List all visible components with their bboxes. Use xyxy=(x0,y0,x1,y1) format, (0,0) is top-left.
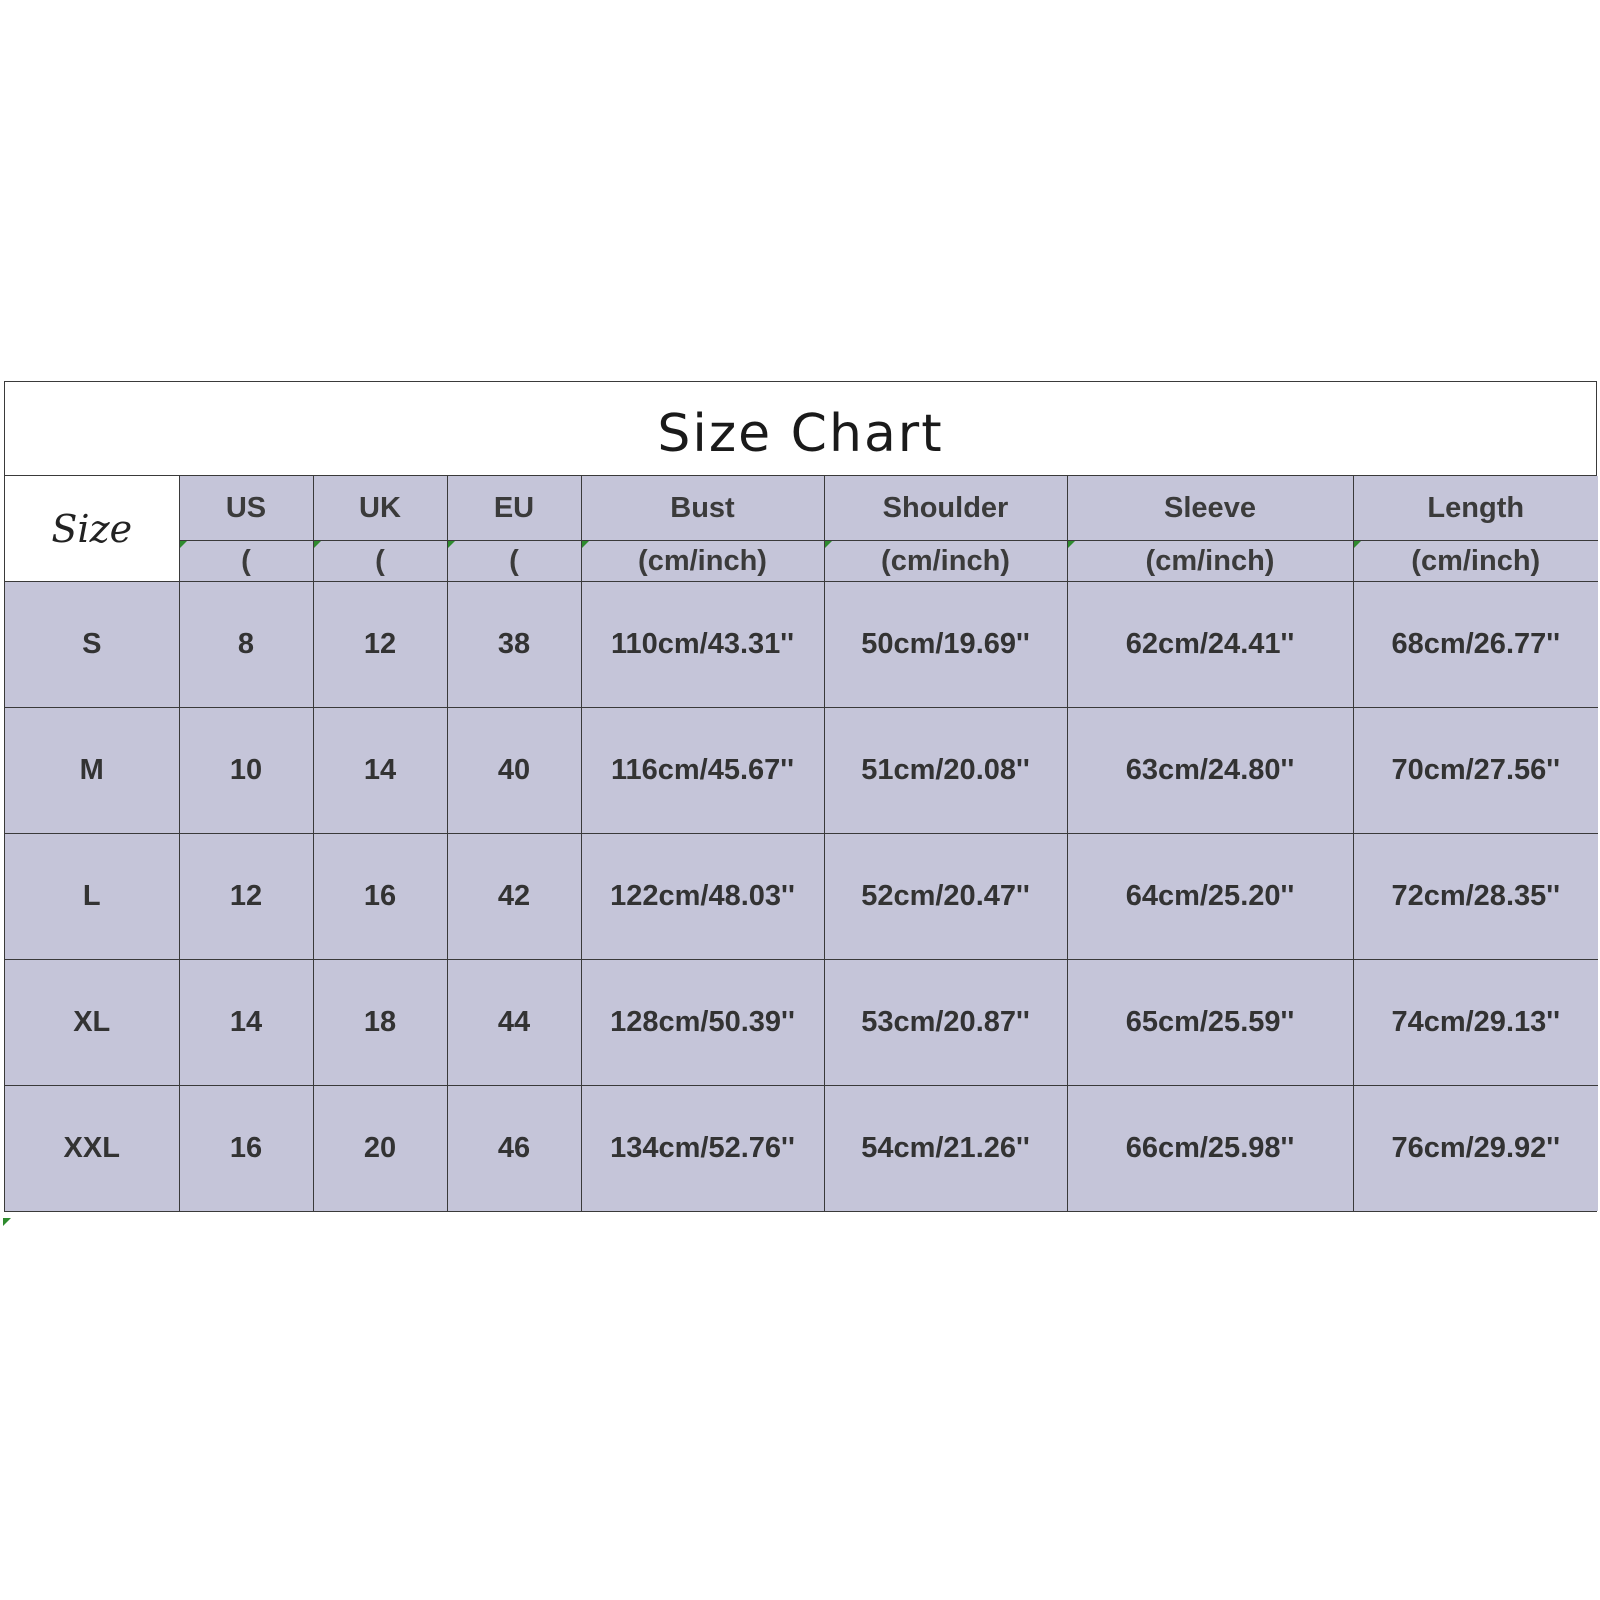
eu-cell: 46 xyxy=(447,1086,581,1212)
length-cell: 76cm/29.92'' xyxy=(1353,1086,1598,1212)
uk-cell: 18 xyxy=(313,960,447,1086)
column-unit-bust: (cm/inch) xyxy=(581,541,824,582)
sleeve-cell: 63cm/24.80'' xyxy=(1067,708,1353,834)
chart-title: Size Chart xyxy=(657,403,944,464)
length-cell: 68cm/26.77'' xyxy=(1353,582,1598,708)
bust-cell: 134cm/52.76'' xyxy=(581,1086,824,1212)
column-unit-eu: ( xyxy=(447,541,581,582)
uk-cell: 12 xyxy=(313,582,447,708)
size-cell: XL xyxy=(5,960,179,1086)
eu-cell: 38 xyxy=(447,582,581,708)
header-row xyxy=(5,476,1598,541)
column-unit-us: ( xyxy=(179,541,313,582)
table-row xyxy=(5,582,1598,708)
shoulder-cell: 53cm/20.87'' xyxy=(824,960,1067,1086)
table-row xyxy=(5,1086,1598,1212)
size-table xyxy=(5,476,1598,1211)
size-cell: S xyxy=(5,582,179,708)
shoulder-cell: 54cm/21.26'' xyxy=(824,1086,1067,1212)
column-header-us: US xyxy=(179,476,313,541)
size-cell: M xyxy=(5,708,179,834)
column-unit-uk: ( xyxy=(313,541,447,582)
size-chart xyxy=(4,381,1597,1212)
sleeve-cell: 62cm/24.41'' xyxy=(1067,582,1353,708)
sleeve-cell: 65cm/25.59'' xyxy=(1067,960,1353,1086)
length-cell: 70cm/27.56'' xyxy=(1353,708,1598,834)
table-row xyxy=(5,834,1598,960)
size-header: Size xyxy=(5,476,179,582)
bust-cell: 110cm/43.31'' xyxy=(581,582,824,708)
us-cell: 16 xyxy=(179,1086,313,1212)
bust-cell: 116cm/45.67'' xyxy=(581,708,824,834)
sleeve-cell: 66cm/25.98'' xyxy=(1067,1086,1353,1212)
unit-row xyxy=(5,541,1598,582)
shoulder-cell: 51cm/20.08'' xyxy=(824,708,1067,834)
size-cell: L xyxy=(5,834,179,960)
eu-cell: 40 xyxy=(447,708,581,834)
size-cell: XXL xyxy=(5,1086,179,1212)
length-cell: 74cm/29.13'' xyxy=(1353,960,1598,1086)
length-cell: 72cm/28.35'' xyxy=(1353,834,1598,960)
column-header-bust: Bust xyxy=(581,476,824,541)
table-row xyxy=(5,708,1598,834)
bust-cell: 128cm/50.39'' xyxy=(581,960,824,1086)
column-header-eu: EU xyxy=(447,476,581,541)
column-header-length: Length xyxy=(1353,476,1598,541)
uk-cell: 14 xyxy=(313,708,447,834)
shoulder-cell: 52cm/20.47'' xyxy=(824,834,1067,960)
us-cell: 14 xyxy=(179,960,313,1086)
column-header-sleeve: Sleeve xyxy=(1067,476,1353,541)
corner-marker xyxy=(3,1218,11,1226)
us-cell: 12 xyxy=(179,834,313,960)
us-cell: 8 xyxy=(179,582,313,708)
sleeve-cell: 64cm/25.20'' xyxy=(1067,834,1353,960)
column-header-shoulder: Shoulder xyxy=(824,476,1067,541)
eu-cell: 44 xyxy=(447,960,581,1086)
bust-cell: 122cm/48.03'' xyxy=(581,834,824,960)
uk-cell: 16 xyxy=(313,834,447,960)
us-cell: 10 xyxy=(179,708,313,834)
eu-cell: 42 xyxy=(447,834,581,960)
uk-cell: 20 xyxy=(313,1086,447,1212)
column-unit-sleeve: (cm/inch) xyxy=(1067,541,1353,582)
shoulder-cell: 50cm/19.69'' xyxy=(824,582,1067,708)
column-header-uk: UK xyxy=(313,476,447,541)
column-unit-shoulder: (cm/inch) xyxy=(824,541,1067,582)
column-unit-length: (cm/inch) xyxy=(1353,541,1598,582)
table-row xyxy=(5,960,1598,1086)
title-row xyxy=(5,382,1596,476)
